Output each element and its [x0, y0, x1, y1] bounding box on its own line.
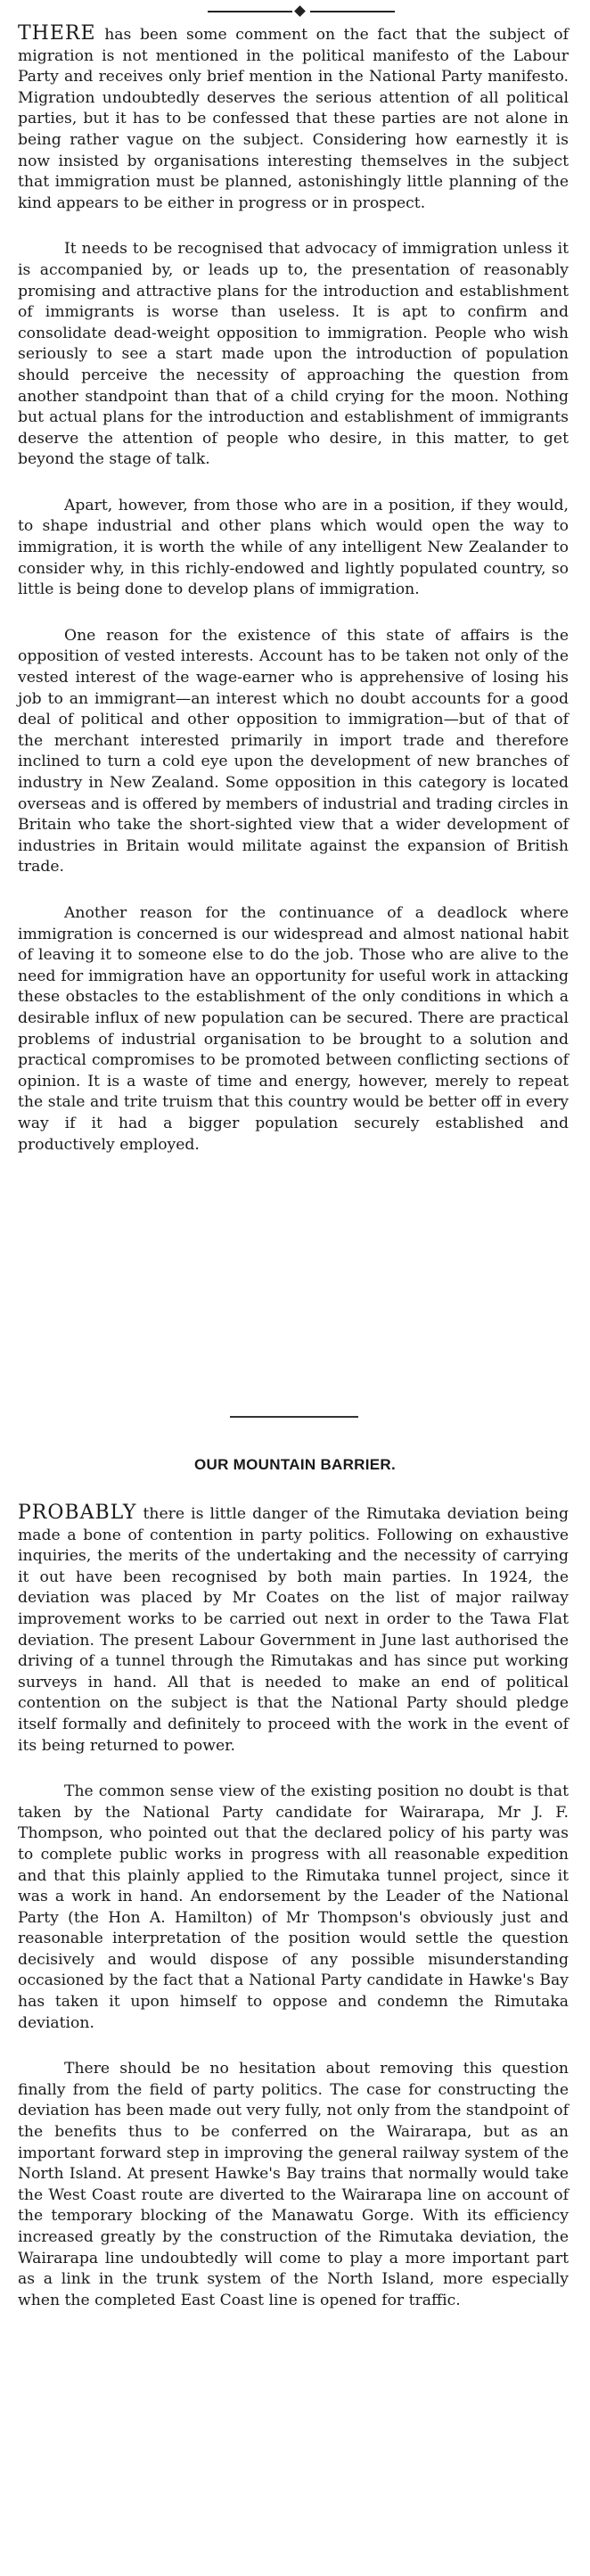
paragraph-text: has been some comment on the fact that the subject of migration is not mentioned in the political manifesto of the Labour Party and receives only brief mention in the National Party manifesto. Migration undoubtedly deserves the serious attention of all political parties, but it has to be confessed that these parties are not alone in being rather vague on the subject. Considering how earnestly it is now insisted by organisations interesting themselves in the subject that immigration must be planned, astonishingly little planning of the kind appears to be either in progress or in prospect.: [18, 26, 569, 212]
article-heading: OUR MOUNTAIN BARRIER.: [193, 1456, 397, 1473]
lead-word: THERE: [18, 22, 96, 45]
immigration-paragraph-2: It needs to be recognised that advocacy of immigration unless it is accompanied by, or leads up to, the presentation of reasonably promising and attractive plans for the introduction and establishment of immigrants is worse than useless. It is apt to confirm and consolidate dead-weight opposition to immigration. People who wish seriously to see a start made upon the introduction of population should perceive the necessity of approaching the question from another standpoint than that of a child crying for the moon. Nothing but actual plans for the introduction and establishment of immigrants deserve the attention of people who desire, in this matter, to get beyond the stage of talk.: [18, 240, 569, 469]
immigration-paragraph-5: Another reason for the continuance of a deadlock where immigration is concerned is our widespread and almost national habit of leaving it to someone else to do the job. Those who are alive to the need for immigration have an opportunity for useful work in attacking these obstacles to the establishment of the only conditions in which a desirable influx of new population can be secured. There are practical problems of industrial organisation to be brought to a solution and practical compromises to be promoted between conflicting sections of opinion. It is a waste of time and energy, however, merely to repeat the stale and trite truism that this country would be better off in every way if it had a bigger population securely established and productively employed.: [18, 903, 569, 1154]
immigration-paragraph-4: One reason for the existence of this state of affairs is the opposition of vested interests. Account has to be taken not only of the vested interest of the wage-earner who is apprehensive of losing his job to an immigrant—an interest which no doubt accounts for a good deal of political and other opposition to immigration—but of that of the merchant interested primarily in import trade and therefore inclined to turn a cold eye upon the development of new branches of industry in New Zealand. Some opposition in this category is located overseas and is offered by members of industrial and trading circles in Britain who take the short-sighted view that a wider development of industries in Britain would militate against the expansion of British trade.: [18, 626, 569, 876]
article-mountain-barrier: [18, 1502, 569, 2311]
section-divider: [230, 1416, 358, 1418]
paragraph-text: there is little danger of the Rimutaka deviation being made a bone of contention in party politics. Following on exhaustive inquiries, the merits of the undertaking and the necessity of carrying it out have been recognised by both main parties. In 1924, the deviation was placed by Mr Coates on the list of major railway improvement works to be carried out next in order to the Tawa Flat deviation. The present Labour Government in June last authorised the driving of a tunnel through the Rimutakas and has since put working surveys in hand. All that is needed to make an end of political contention on the subject is that the National Party should pledge itself formally and definitely to proceed with the work in the event of its being returned to power.: [18, 1505, 569, 1755]
rule-left-line: [208, 11, 292, 12]
article-immigration: [18, 23, 569, 1156]
lead-word: PROBABLY: [18, 1502, 137, 1524]
barrier-paragraph-2: The common sense view of the existing position no doubt is that taken by the National Party candidate for Wairarapa, Mr J. F. Thompson, who pointed out that the declared policy of his party was to complete public works in progress with all reasonable expedition and that this plainly applied to the Rimutaka tunnel project, since it was a work in hand. An endorsement by the Leader of the National Party (the Hon A. Hamilton) of Mr Thompson's obviously just and reasonable interpretation of the position would settle the question decisively and would dispose of any possible misunderstanding occasioned by the fact that a National Party candidate in Hawke's Bay has taken it upon himself to oppose and condemn the Rimutaka deviation.: [18, 1782, 569, 2032]
rule-right-line: [310, 11, 395, 12]
immigration-paragraph-1: [18, 23, 569, 214]
barrier-paragraph-1: [18, 1502, 569, 1757]
immigration-paragraph-3: Apart, however, from those who are in a position, if they would, to shape industrial and other plans which would open the way to immigration, it is worth the while of any intelligent New Zealander to consider why, in this richly-endowed and lightly populated country, so little is being done to develop plans of immigration.: [18, 496, 569, 599]
diamond-ornament-icon: [294, 5, 306, 17]
barrier-paragraph-3: There should be no hesitation about removing this question finally from the field of party politics. The case for constructing the deviation has been made out very fully, not only from the standpoint of the benefits thus to be conferred on the Wairarapa, but as an important forward step in improving the general railway system of the North Island. At present Hawke's Bay trains that normally would take the West Coast route are diverted to the Wairarapa line on account of the temporary blocking of the Manawatu Gorge. With its efficiency increased greatly by the construction of the Rimutaka deviation, the Wairarapa line undoubtedly will come to play a more important part as a link in the trunk system of the North Island, more especially when the completed East Coast line is opened for traffic.: [18, 2060, 569, 2309]
top-ornamental-rule: [208, 5, 395, 18]
